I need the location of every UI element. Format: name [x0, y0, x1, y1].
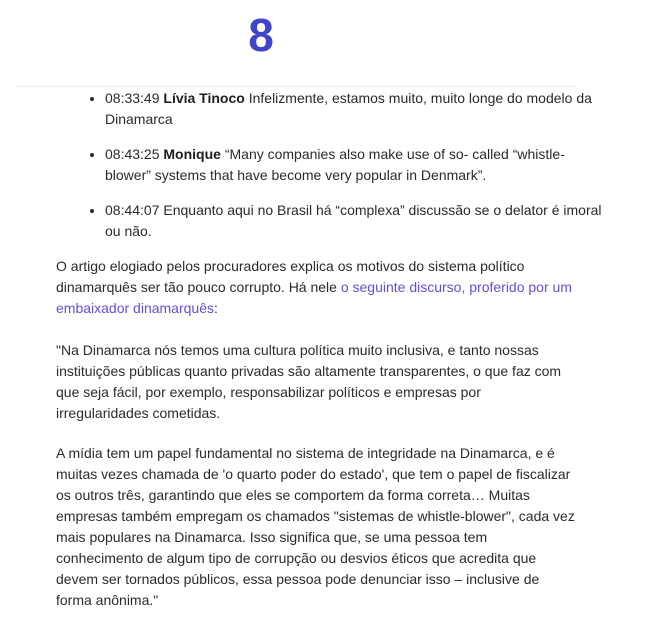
divider [16, 86, 576, 87]
chat-author: Lívia Tinoco [163, 90, 245, 106]
chat-message: Enquanto aqui no Brasil há “complexa” discussão se o delator é imoral ou não. [105, 202, 602, 239]
chat-author: Monique [163, 146, 221, 162]
intro-end: : [213, 300, 218, 316]
chat-entry [105, 144, 605, 186]
chat-entry [105, 200, 605, 242]
chat-message: Infelizmente, estamos muito, muito longe do modelo da Dinamarca [105, 90, 592, 127]
speech-link[interactable]: o seguinte discurso, proferido por um embaixador dinamarquês [56, 279, 572, 316]
chat-timestamp: 08:43:25 [105, 146, 160, 162]
chat-timestamp: 08:33:49 [105, 90, 160, 106]
intro-text: O artigo elogiado pelos procuradores explica os motivos do sistema político dinamarquês ser tão pouco corrupto. Há nele [56, 258, 525, 295]
chat-log-list [60, 88, 605, 256]
section-number: 8 [248, 9, 274, 61]
chat-timestamp: 08:44:07 [105, 202, 160, 218]
chat-message: “Many companies also make use of so- called “whistle-blower” systems that have become very popular in Denmark”. [105, 146, 565, 183]
chat-entry [105, 88, 605, 130]
quote-paragraph-1: "Na Dinamarca nós temos uma cultura política muito inclusiva, e tanto nossas instituições públicas quanto privadas são altamente transparentes, o que faz com que seja fácil, por exemplo, responsabilizar políticos e empresas por irregularidades cometidas. [56, 342, 562, 421]
quote-paragraph-2: A mídia tem um papel fundamental no sistema de integridade na Dinamarca, e é muitas vezes chamada de 'o quarto poder do estado', que tem o papel de fiscalizar os outros três, garantindo que eles se comportem da forma correta… Muitas empresas também empregam os chamados "sistemas de whistle-blower", cada vez mais populares na Dinamarca. Isso significa que, se uma pessoa tem conhecimento de algum tipo de corrupção ou desvios éticos que acredita que devem ser tornados públicos, essa pessoa pode denunciar isso – inclusive de forma anônima." [56, 445, 575, 608]
article-intro-paragraph [56, 256, 576, 319]
